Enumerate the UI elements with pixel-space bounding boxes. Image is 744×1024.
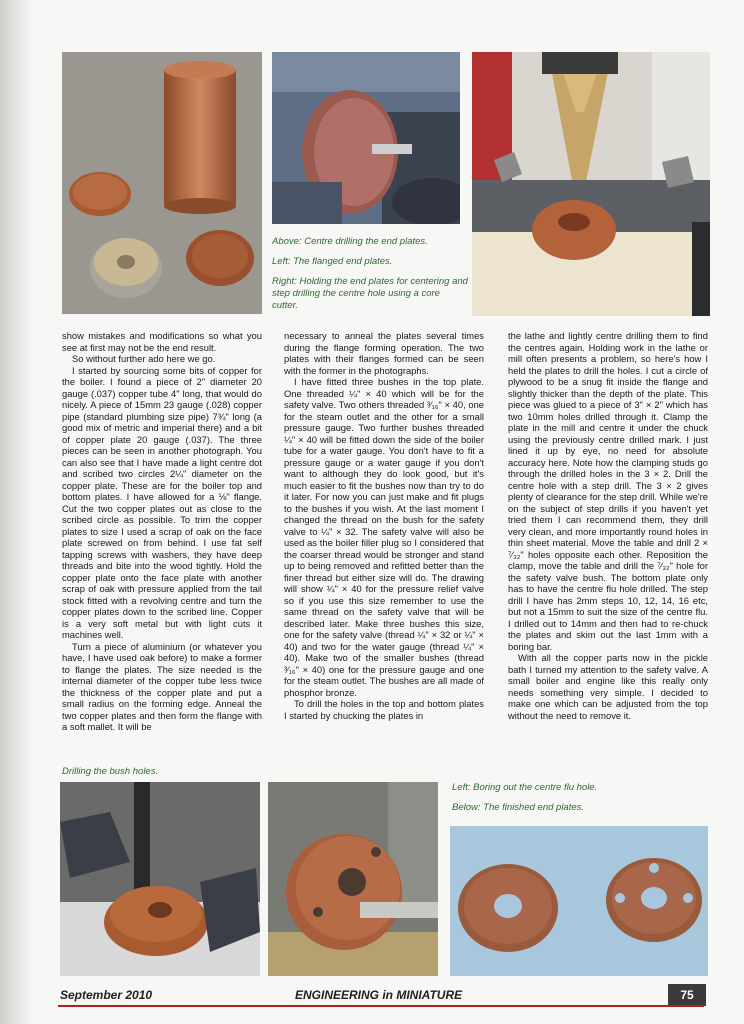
footer-rule (58, 1005, 704, 1007)
article-paragraph: show mistakes and modifications so what you see at first may not be the end result. (62, 330, 262, 353)
caption-left-bottom: Left: Boring out the centre flu hole. (452, 782, 598, 793)
caption-left-top: Left: The flanged end plates. (272, 256, 393, 267)
caption-above: Above: Centre drilling the end plates. (272, 236, 428, 247)
article-column-1 (62, 330, 262, 770)
article-paragraph: With all the copper parts now in the pickle bath I turned my attention to the safety valve. A small boiler and engine like this really only needs something very simple. I decided to make one which can be adjusted from the top without the need to remove it. (508, 652, 708, 721)
caption-below: Below: The finished end plates. (452, 802, 585, 813)
caption-right: Right: Holding the end plates for centering and step drilling the centre hole using a core cutter. (272, 276, 468, 311)
article-paragraph: Turn a piece of aluminium (or whatever you have, I have used oak before) to make a former to flange the plates. The size needed is the internal diameter of the copper tube less twice the thickness of the copper plate and put a small radius on the forming edge. Anneal the two copper plates and then form the flange with a soft mallet. It will be (62, 640, 262, 732)
article-paragraph: I started by sourcing some bits of copper for the boiler. I found a piece of 2" diameter 20 gauge (.037) copper tube 4" long, that would do nicely. A piece of 15mm 23 gauge (.028) copper pipe (standard plumbing size pipe) 7¾" long (a good mix of metric and imperial there) and a bit of copper plate 20 gauge (.037). The three pieces can be seen in another photograph. You can also see that I have made a light centre dot and scribed two circles 2¼" diameter on the copper plate. These are for the boiler top and bottom plates. I have allowed for a ⅛" flange. Cut the two copper plates out as close to the scribed circle as possible. To trim the copper plates to size I used a scrap of oak on the face plate screwed on from behind. I use fat self tapping screws with washers, they have deep threads and bite into the wood tightly. Hold the copper plate onto the face plate with another scrap of oak with pressure applied from the tail stock fitted with a revolving centre and turn the copper plates down to the scribed line. Copper is a very soft metal but with light cuts it machines well. (62, 364, 262, 640)
photo-copper-parts (62, 52, 262, 314)
article-paragraph: I have fitted three bushes in the top plate. One threaded ¼" × 40 which will be for the safety valve. Two others threaded ³⁄₁₆" × 40, one for the steam outlet and the other for a small pressure gauge. Two further bushes threaded ¼" × 40 will be fitted down the side of the boiler tube for a water gauge. You don't have to fit a pressure gauge or a water gauge if you don't want to although they do look good, but it's much easier to fit the bushes now than try to do it later. For now you can just make and fit plugs to the bushes if you wish. At the last moment I changed the thread on the bush for the safety valve to ¼" × 32. The safety valve will also be used as the boiler filler plug so I considered that the coarser thread would be stronger and stand up to being removed and refitted better than the finer thread but either size will do. The drawing will show ¼" × 40 for the pressure relief valve so if you use this size remember to use the same thread on the safety valve that will be described later. Make three bushes this size, one for the safety valve (thread ¼" × 32 or ¼" × 40) and two for the water gauge (thread ¼" × 40). Make two of the smaller bushes (thread ³⁄₁₆" × 40) one for the pressure gauge and one for the steam outlet. The bushes are all made of phosphor bronze. (284, 376, 484, 698)
article-column-2 (284, 330, 484, 770)
photo-boring-flu-hole (268, 782, 438, 976)
article-paragraph: necessary to anneal the plates several times during the flange forming operation. The two plates with their flanges formed can be seen with the former in the photographs. (284, 330, 484, 376)
photo-finished-end-plates (450, 826, 708, 976)
footer-date: September 2010 (60, 988, 153, 1002)
photo-step-drill (472, 52, 710, 316)
caption-drilling: Drilling the bush holes. (62, 766, 159, 777)
photo-captions-bottom (452, 782, 708, 822)
footer-page-number: 75 (668, 984, 706, 1006)
article-column-3 (508, 330, 708, 770)
page-binding-shadow (0, 0, 34, 1024)
footer-magazine-title: ENGINEERING in MINIATURE (295, 988, 463, 1002)
article-paragraph: So without further ado here we go. (72, 353, 216, 364)
article-paragraph: To drill the holes in the top and bottom plates I started by chucking the plates in (284, 698, 484, 721)
photo-drilling-bush-holes (60, 782, 260, 976)
photo-centre-drilling (272, 52, 460, 224)
photo-captions-top (272, 236, 468, 320)
article-paragraph: the lathe and lightly centre drilling them to find the centres again. Holding work in the lathe or mill often presents a problem, so here's how I held the plates to drill the holes. I cut a circle of plywood to be a snug fit inside the flange and slightly thicker than the depth of the plate. This piece was glued to a piece of 3" × 2" which has two 10mm holes drilled through it. Clamp the plate in the mill and centre it under the chuck using the previously centre drilled mark. I just lined it up by eye, no need for absolute accuracy here. Note how the clamping studs go through the drilled holes in the 3 × 2. Drill the centre hole with a step drill. The 3 × 2 gives plenty of clearance for the step drill. While we're on the subject of step drills if you haven't yet tried them I can recommend them, they drill very clean, and more importantly round holes in thin sheet material. Move the table and drill 2 × ⁷⁄₃₂" holes opposite each other. Reposition the clamp, move the table and drill the ⁷⁄₃₂" hole for the safety valve bush. The bottom plate only has to have the centre flu hole drilled. The step drill I have has 2mm steps 10, 12, 14, 16 etc, but not a 15mm to suit the size of the centre flu. I drilled out to 14mm and then had to re-chuck the plates and skim out the last 1mm with a boring bar. (508, 330, 708, 652)
